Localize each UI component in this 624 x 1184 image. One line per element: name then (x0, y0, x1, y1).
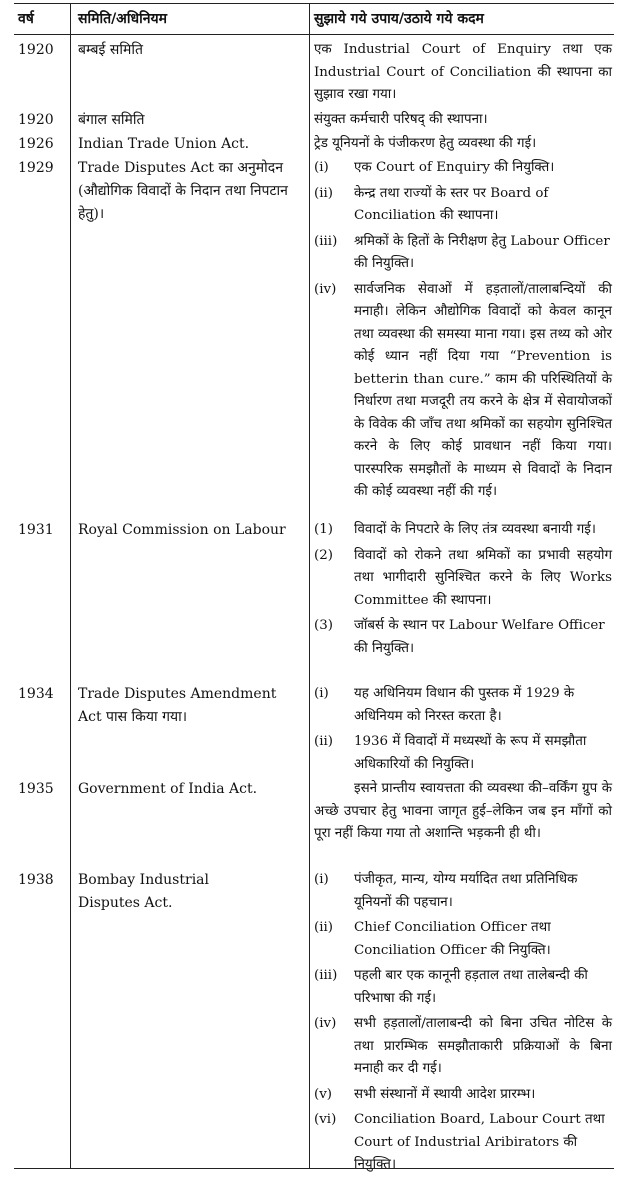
list-item (314, 965, 612, 1010)
measures-list (314, 519, 612, 663)
item-number: (i) (314, 872, 329, 887)
column-divider (309, 3, 310, 1169)
list-item (314, 1013, 612, 1081)
item-text: पहली बार एक कानूनी हड़ताल तथा तालेबन्दी की परिभाषा की गई। (354, 968, 588, 1006)
header-year: वर्ष (18, 11, 34, 27)
item-number: (v) (314, 1086, 333, 1102)
row-year: 1938 (18, 872, 54, 888)
row-text: ट्रेड यूनियनों के पंजीकरण हेतु व्यवस्था की गई। (314, 136, 537, 151)
row-body: Trade Disputes Amendment Act पास किया गया। (78, 686, 277, 725)
item-text: सभी संस्थानों में स्थायी आदेश प्रारम्भ। (354, 1086, 536, 1102)
item-text: जॉबर्स के स्थान पर Labour Welfare Officer की नियुक्ति। (354, 618, 605, 656)
item-number: (iv) (314, 281, 337, 297)
item-text: श्रमिकों के हितों के निरीक्षण हेतु Labour Officer की नियुक्ति। (354, 233, 610, 271)
item-number: (ii) (314, 920, 334, 935)
item-number: (3) (314, 618, 333, 633)
header-body: समिति/अधिनियम (78, 11, 168, 27)
list-item (314, 231, 612, 276)
row-text: संयुक्त कर्मचारी परिषद् की स्थापना। (314, 112, 488, 127)
row-year: 1920 (18, 112, 54, 128)
item-number: (ii) (314, 185, 334, 201)
measures-list (314, 157, 612, 507)
list-item (314, 731, 612, 776)
row-year: 1920 (18, 42, 54, 58)
row-year: 1935 (18, 781, 54, 797)
measures-list (314, 683, 612, 779)
row-body: बम्बई समिति (78, 42, 143, 58)
list-item (314, 683, 612, 728)
item-text: विवादों को रोकने तथा श्रमिकों का प्रभावी सहयोग तथा भागीदारी सुनिश्चित करने के लिए Works Committee की स्थापना। (354, 547, 612, 608)
item-number: (i) (314, 686, 329, 701)
item-text: 1936 में विवादों में मध्यस्थों के रूप में समझौता अधिकारियों की नियुक्ति। (354, 734, 587, 772)
item-text: यह अधिनियम विधान की पुस्तक में 1929 के अधिनियम को निरस्त करता है। (354, 686, 575, 724)
item-text: Conciliation Board, Labour Court तथा Court of Industrial Aribirators की नियुक्ति। (354, 1112, 605, 1172)
item-text: एक Court of Enquiry की नियुक्ति। (354, 160, 555, 175)
header-measures: सुझाये गये उपाय/उठाये गये कदम (314, 11, 484, 27)
item-number: (iv) (314, 1016, 337, 1031)
item-number: (ii) (314, 734, 334, 749)
list-item (314, 1084, 612, 1107)
item-text: Chief Conciliation Officer तथा Conciliation Officer की नियुक्ति। (354, 920, 551, 958)
item-text: पंजीकृत, मान्य, योग्य मर्यादित तथा प्रतिनिधिक यूनियनों की पहचान। (354, 872, 578, 910)
row-body: Trade Disputes Act का अनुमोदन (औद्योगिक विवादों के निदान तथा निपटान हेतु)। (78, 160, 288, 222)
item-number: (iii) (314, 233, 338, 249)
row-body: Government of India Act. (78, 781, 258, 797)
list-item (314, 545, 612, 613)
row-year: 1929 (18, 160, 54, 176)
item-number: (1) (314, 522, 333, 537)
top-rule (14, 3, 614, 4)
item-number: (2) (314, 547, 333, 563)
row-body: Bombay Industrial Disputes Act. (78, 872, 209, 911)
list-item (314, 1109, 612, 1177)
list-item (314, 183, 612, 228)
list-item (314, 869, 612, 914)
item-text: विवादों के निपटारे के लिए तंत्र व्यवस्था बनायी गई। (354, 522, 596, 537)
list-item (314, 917, 612, 962)
row-year: 1931 (18, 522, 54, 538)
measures-list (314, 869, 612, 1180)
item-number: (iii) (314, 968, 338, 983)
row-body: बंगाल समिति (78, 112, 145, 128)
row-text: एक Industrial Court of Enquiry तथा एक Industrial Court of Conciliation की स्थापना का सुझाव रखा गया। (314, 42, 612, 102)
row-body: Royal Commission on Labour (78, 522, 286, 538)
item-number: (vi) (314, 1112, 337, 1127)
row-body: Indian Trade Union Act. (78, 136, 250, 152)
header-rule (14, 34, 614, 35)
list-item (314, 279, 612, 504)
list-item (314, 519, 612, 542)
row-year: 1934 (18, 686, 54, 702)
row-year: 1926 (18, 136, 54, 152)
list-item (314, 615, 612, 660)
item-text: सभी हड़तालों/तालाबन्दी को बिना उचित नोटिस के तथा प्रारम्भिक समझौताकारी प्रक्रियाओं के बिना मनाही कर दी गई। (354, 1016, 612, 1076)
list-item (314, 157, 612, 180)
item-text: सार्वजनिक सेवाओं में हड़तालों/तालाबन्दियों की मनाही। लेकिन औद्योगिक विवादों को केवल कानून तथा व्यवस्था की समस्या माना गया। इस तथ्य को ओर कोई ध्यान नहीं दिया गया “Prevention is betterin than cure.” काम की परिस्थितियों के निर्धारण तथा मजदूरी तय करने के क्षेत्र में सेवायोजकों के विवेक की जाँच तथा श्रमिकों का सहयोग सुनिश्चित करने के लिए कोई प्रावधान नहीं किया गया। पारस्परिक समझौतों के माध्यम से विवादों के निदान की कोई व्यवस्था नहीं की गई। (354, 281, 612, 499)
item-number: (i) (314, 160, 329, 175)
item-text: केन्द्र तथा राज्यों के स्तर पर Board of Conciliation की स्थापना। (354, 185, 549, 223)
row-text: इसने प्रान्तीय स्वायत्तता की व्यवस्था की–वर्किंग ग्रुप के अच्छे उपचार हेतु भावना जागृत हुई–लेकिन जब इन माँगों को पूरा नहीं किया गया तो अशान्ति भड़कनी ही थी। (314, 781, 612, 841)
column-divider (70, 3, 71, 1169)
